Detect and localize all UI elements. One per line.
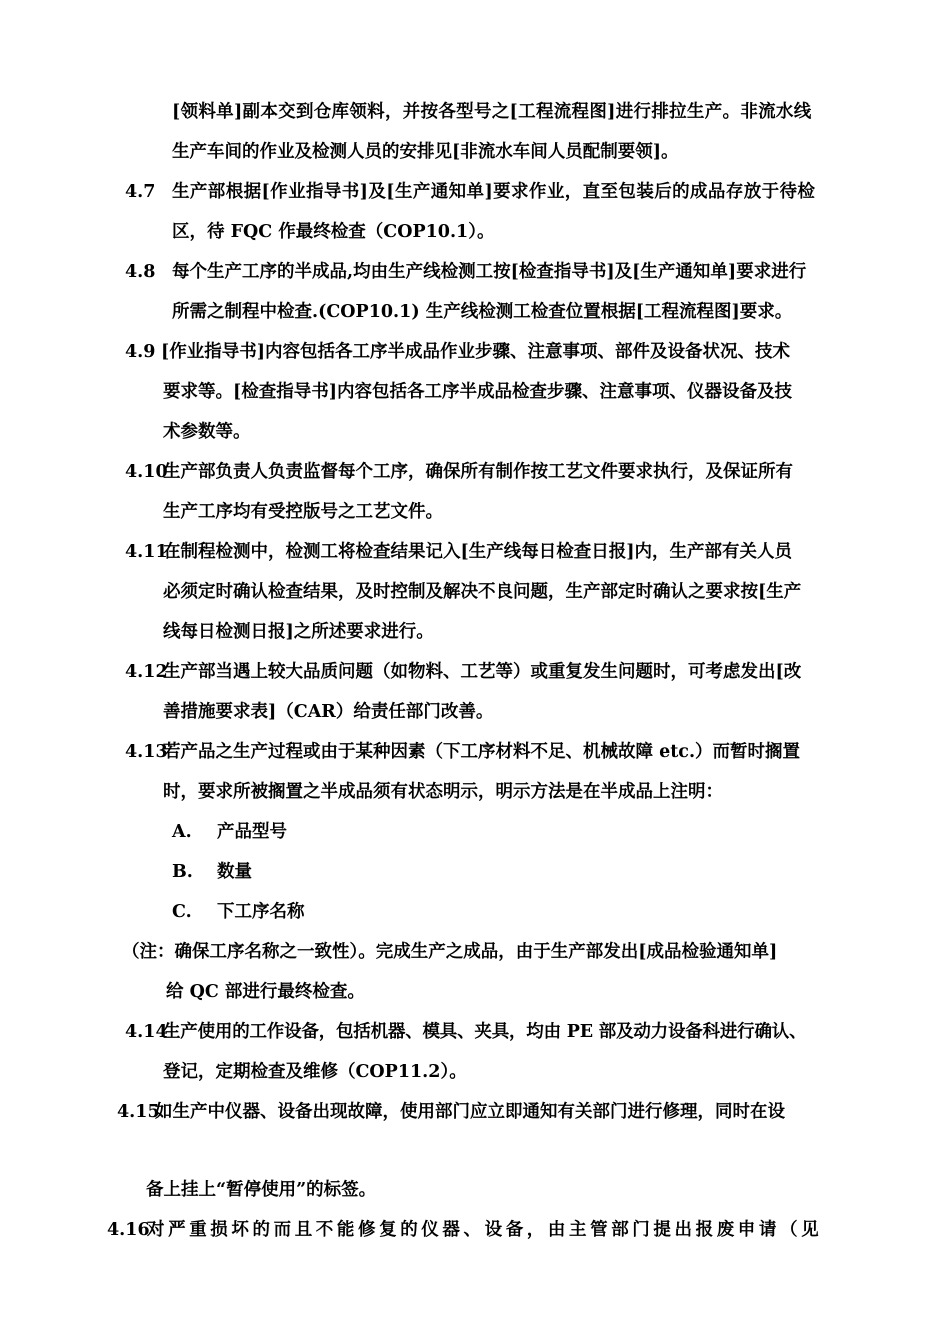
list-marker: C. (172, 902, 192, 922)
line-text: 要求等。[检查指导书]内容包括各工序半成品检查步骤、注意事项、仪器设备及技 (163, 382, 793, 402)
clause-number: 4.9 (125, 342, 156, 362)
line-text: 若产品之生产过程或由于某种因素（下工序材料不足、机械故障 etc.）而暂时搁置 (163, 742, 801, 762)
list-item (172, 900, 305, 924)
line-text: （注：确保工序名称之一致性）。完成生产之成品，由于生产部发出[成品检验通知单] (122, 942, 778, 962)
line-text: 生产工序均有受控版号之工艺文件。 (163, 502, 443, 522)
paragraph-line (163, 380, 792, 404)
line-text: 生产部当遇上较大品质问题（如物料、工艺等）或重复发生问题时，可考虑发出[改 (163, 662, 802, 682)
clause-line (125, 180, 815, 204)
paragraph-line (122, 940, 777, 964)
line-text: 对严重损坏的而且不能修复的仪器、设备，由主管部门提出报废申请（见 (147, 1220, 823, 1240)
paragraph-line (163, 420, 251, 444)
paragraph-line (163, 580, 801, 604)
paragraph-line (166, 980, 365, 1004)
clause-number: 4.11 (125, 542, 168, 562)
clause-number: 4.7 (125, 182, 156, 202)
paragraph-line (163, 780, 723, 804)
list-marker: B. (172, 862, 193, 882)
paragraph-line (172, 100, 812, 124)
line-text: 如生产中仪器、设备出现故障，使用部门应立即通知有关部门进行修理，同时在设 (155, 1102, 785, 1122)
line-text: 线每日检测日报]之所述要求进行。 (163, 622, 434, 642)
line-text: 时，要求所被搁置之半成品须有状态明示，明示方法是在半成品上注明： (163, 782, 723, 802)
clause-line (125, 660, 801, 684)
paragraph-line (172, 140, 679, 164)
line-text: 生产部根据[作业指导书]及[生产通知单]要求作业，直至包装后的成品存放于待检 (172, 182, 816, 202)
clause-line (107, 1218, 822, 1242)
clause-line (125, 540, 792, 564)
paragraph-line (163, 700, 493, 724)
list-marker: A. (172, 822, 192, 842)
line-text: 备上挂上“暂停使用”的标签。 (146, 1180, 377, 1200)
clause-number: 4.13 (125, 742, 168, 762)
clause-number: 4.14 (125, 1022, 168, 1042)
paragraph-line (172, 220, 495, 244)
paragraph-line (163, 620, 434, 644)
line-text: 在制程检测中，检测工将检查结果记入[生产线每日检查日报]内，生产部有关人员 (163, 542, 793, 562)
clause-line (117, 1100, 785, 1124)
line-text: 登记，定期检查及维修（COP11.2）。 (163, 1062, 467, 1082)
line-text: 所需之制程中检查.(COP10.1) 生产线检测工检查位置根据[工程流程图]要求。 (172, 302, 793, 322)
clause-line (125, 340, 790, 364)
line-text: 生产使用的工作设备，包括机器、模具、夹具，均由 PE 部及动力设备科进行确认、 (163, 1022, 807, 1042)
line-text: 数量 (217, 862, 252, 882)
line-text: 区，待 FQC 作最终检查（COP10.1）。 (172, 222, 495, 242)
paragraph-line (163, 1060, 467, 1084)
clause-line (125, 740, 800, 764)
line-text: 必须定时确认检查结果，及时控制及解决不良问题，生产部定时确认之要求按[生产 (163, 582, 802, 602)
clause-number: 4.15 (117, 1102, 160, 1122)
clause-line (125, 1020, 806, 1044)
clause-number: 4.16 (107, 1220, 150, 1240)
line-text: 每个生产工序的半成品,均由生产线检测工按[检查指导书]及[生产通知单]要求进行 (172, 262, 807, 282)
line-text: 产品型号 (217, 822, 287, 842)
line-text: 给 QC 部进行最终检查。 (166, 982, 365, 1002)
list-item (172, 860, 252, 884)
clause-number: 4.8 (125, 262, 156, 282)
paragraph-line (146, 1178, 376, 1202)
paragraph-line (163, 500, 443, 524)
clause-line (125, 260, 806, 284)
line-text: 术参数等。 (163, 422, 251, 442)
line-text: [作业指导书]内容包括各工序半成品作业步骤、注意事项、部件及设备状况、技术 (161, 342, 791, 362)
line-text: [领料单]副本交到仓库领料，并按各型号之[工程流程图]进行排拉生产。非流水线 (172, 102, 812, 122)
list-item (172, 820, 287, 844)
clause-number: 4.10 (125, 462, 168, 482)
clause-line (125, 460, 793, 484)
line-text: 下工序名称 (217, 902, 305, 922)
paragraph-line (172, 300, 792, 324)
line-text: 生产部负责人负责监督每个工序，确保所有制作按工艺文件要求执行，及保证所有 (163, 462, 793, 482)
clause-number: 4.12 (125, 662, 168, 682)
line-text: 善措施要求表]（CAR）给责任部门改善。 (163, 702, 494, 722)
line-text: 生产车间的作业及检测人员的安排见[非流水车间人员配制要领]。 (172, 142, 679, 162)
